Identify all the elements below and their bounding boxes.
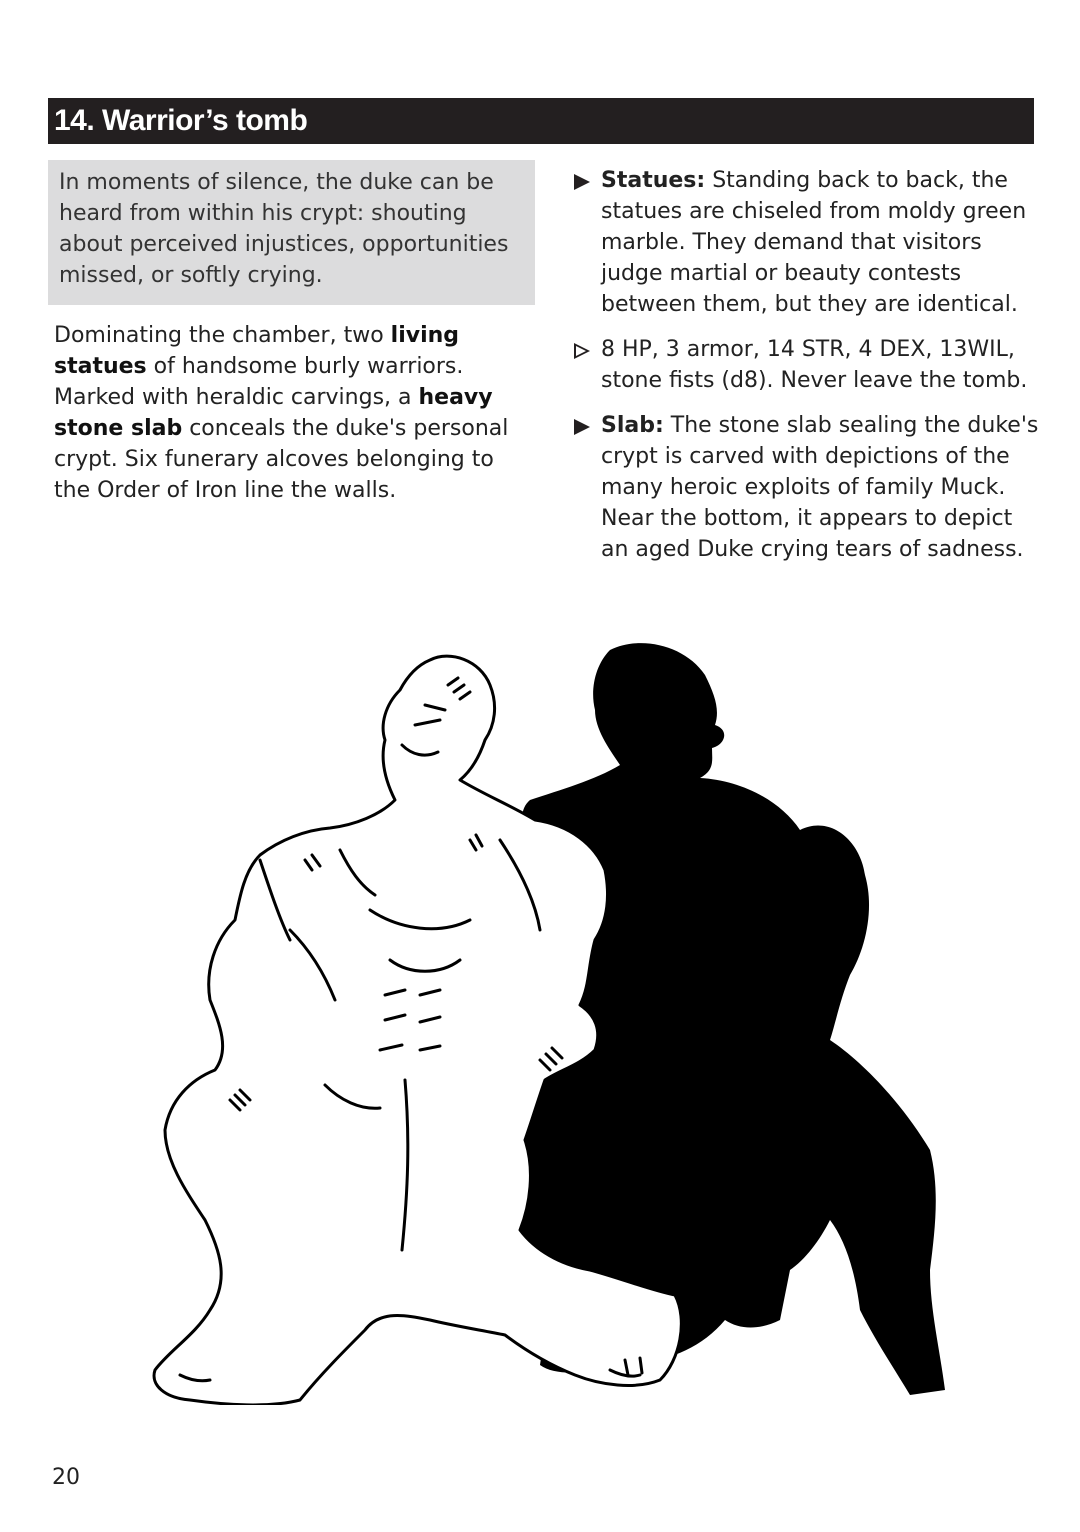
section-heading: 14. Warrior’s tomb (48, 98, 1034, 144)
filled-triangle-icon (574, 174, 590, 190)
bullet-text: The stone slab sealing the duke's crypt is carved with depictions of the many heroic exploits of family Muck. Near the bottom, it appears to depict an aged Duke crying tears of sadness. (601, 413, 1039, 562)
bullet-label: Statues: (601, 168, 706, 193)
bullet-stat-block (572, 334, 1042, 396)
page-number: 20 (52, 1465, 80, 1490)
bullet-slab (572, 410, 1042, 565)
keyword-stone-slab: heavy stone slab (54, 385, 493, 441)
description-text: conceals the duke's personal crypt. Six funerary alcoves belonging to the Order of Iron line the walls. (54, 416, 509, 503)
description-text: Dominating the chamber, two (54, 323, 391, 348)
details-column (572, 165, 1042, 579)
description-text: of handsome burly warriors. Marked with heraldic carvings, a (54, 354, 464, 410)
filled-triangle-icon (574, 419, 590, 435)
room-description (54, 320, 524, 506)
bullet-label: Slab: (601, 413, 664, 438)
bullet-statues (572, 165, 1042, 320)
living-statues-illustration (140, 630, 960, 1405)
keyword-living-statues: living statues (54, 323, 460, 379)
read-aloud-box: In moments of silence, the duke can be heard from within his crypt: shouting about perceived injustices, opportunities missed, or softly crying. (48, 160, 535, 305)
stat-block-text: 8 HP, 3 armor, 14 STR, 4 DEX, 13WIL, stone fists (d8). Never leave the tomb. (601, 337, 1028, 393)
hollow-triangle-icon (574, 343, 590, 359)
bullet-text: Standing back to back, the statues are chiseled from moldy green marble. They demand that visitors judge martial or beauty contests between them, but they are identical. (601, 168, 1027, 317)
